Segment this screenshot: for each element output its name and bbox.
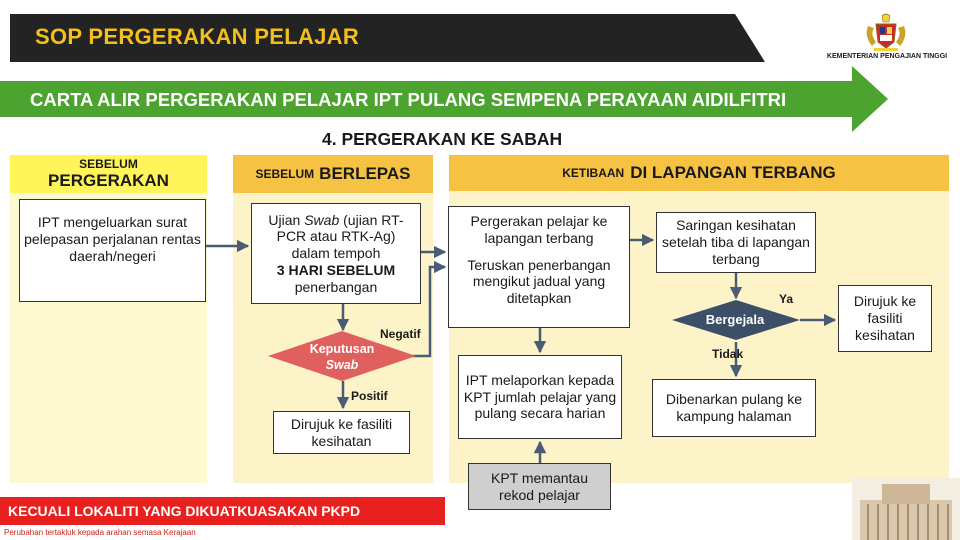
step-ipt-release-letter: IPT mengeluarkan surat pelepasan perjalanan rentas daerah/negeri [19,199,206,302]
column-header-small-text: SEBELUM [79,157,138,171]
footnote: Perubahan tertakluk kepada arahan semasa Kerajaan [4,528,196,537]
exception-banner-text: KECUALI LOKALITI YANG DIKUATKUASAKAN PKPD [8,503,361,519]
step-kpt-monitor-records: KPT memantau rekod pelajar [468,463,611,510]
swab-text-part2: (ujian RT-PCR atau RTK-Ag) dalam tempoh [276,211,404,262]
edge-label-positive: Positif [351,389,388,403]
step-refer-health-facility: Dirujuk ke fasiliti kesihatan [273,411,410,454]
edge-label-yes: Ya [779,292,794,306]
movement-text-line1: Pergerakan pelajar ke lapangan terbang [470,213,608,246]
chart-subtitle: CARTA ALIR PERGERAKAN PELAJAR IPT PULANG SEMPENA PERAYAAN AIDILFITRI [30,89,787,110]
page-title: SOP PERGERAKAN PELAJAR [35,24,360,49]
step-allowed-go-home: Dibenarkan pulang ke kampung halaman [652,379,816,437]
decision-swab-result-label [300,342,384,373]
ministry-name: KEMENTERIAN PENGAJIAN TINGGI [826,53,948,60]
edge-label-negative: Negatif [380,327,421,341]
movement-text-line2: Teruskan penerbangan mengikut jadual yang ditetapkan [467,256,611,307]
step-health-screening: Saringan kesihatan setelah tiba di lapangan terbang [656,212,816,273]
swab-text-part3: penerbangan [294,278,378,295]
step-ipt-report-to-kpt: IPT melaporkan kepada KPT jumlah pelajar yang pulang secara harian [458,355,622,439]
building-illustration [852,478,960,540]
column-header-big-text: DI LAPANGAN TERBANG [630,163,836,182]
swab-text-bold: 3 HARI SEBELUM [276,261,396,278]
edge-label-no: Tidak [712,347,744,361]
column-header-small-text: SEBELUM [255,167,315,181]
step-swab-test [251,203,421,304]
swab-text-part1: Ujian [268,211,305,228]
column-header-big-text: PERGERAKAN [48,171,169,190]
column-header-big-text: BERLEPAS [319,164,411,183]
decision-swab-line1: Keputusan [309,342,375,356]
section-title: 4. PERGERAKAN KE SABAH [322,129,563,149]
decision-swab-line2: Swab [325,357,359,372]
column-header-small-text: KETIBAAN [562,166,625,180]
step-movement-to-airport [448,206,630,328]
decision-symptomatic-label: Bergejala [705,312,765,327]
swab-test-text [256,212,416,262]
step-refer-health-facility-arrival: Dirujuk ke fasiliti kesihatan [838,285,932,352]
swab-text-italic: Swab [304,211,340,228]
